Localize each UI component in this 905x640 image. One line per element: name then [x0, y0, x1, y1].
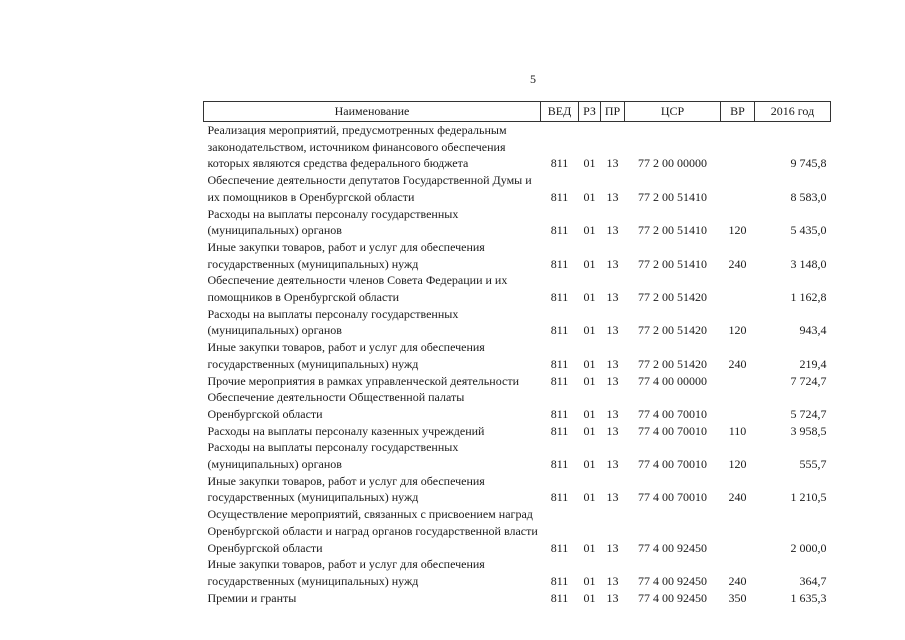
header-year: 2016 год: [755, 102, 831, 122]
cell-ved: 811: [550, 373, 569, 388]
cell-rz: 01: [583, 156, 596, 171]
budget-table: [203, 101, 831, 606]
table-row: [204, 239, 831, 272]
table-row: [204, 590, 831, 607]
cell-rz: 01: [583, 457, 596, 472]
cell-csr: 77 4 00 92450: [638, 573, 707, 588]
cell-ved: 811: [550, 457, 569, 472]
cell-name: Осуществление мероприятий, связанных с присвоением наград Оренбургской области и наград органов государственной власти Оренбургской области: [207, 507, 538, 555]
cell-pr: 13: [606, 373, 619, 388]
cell-rz: 01: [583, 356, 596, 371]
cell-rz: 01: [583, 323, 596, 338]
cell-name: Расходы на выплаты персоналу государственных (муниципальных) органов: [207, 206, 459, 238]
cell-name: Обеспечение деятельности членов Совета Федерации и их помощников в Оренбургской области: [207, 273, 508, 305]
cell-csr: 77 4 00 70010: [638, 457, 707, 472]
table-row: [204, 122, 831, 173]
cell-csr: 77 2 00 51420: [638, 356, 707, 371]
cell-amount: 2 000,0: [790, 540, 827, 555]
table-row: [204, 439, 831, 472]
table-row: [204, 473, 831, 506]
cell-ved: 811: [550, 590, 569, 605]
table-row: [204, 172, 831, 205]
page-number: 5: [530, 72, 536, 86]
cell-amount: 1 635,3: [790, 590, 827, 605]
cell-csr: 77 4 00 70010: [638, 406, 707, 421]
cell-rz: 01: [583, 223, 596, 238]
cell-vr: 240: [728, 573, 747, 588]
cell-rz: 01: [583, 256, 596, 271]
cell-pr: 13: [606, 457, 619, 472]
cell-ved: 811: [550, 323, 569, 338]
header-vr: ВР: [721, 102, 755, 122]
table-row: [204, 556, 831, 589]
cell-ved: 811: [550, 256, 569, 271]
cell-amount: 8 583,0: [790, 189, 827, 204]
cell-pr: 13: [606, 590, 619, 605]
cell-rz: 01: [583, 189, 596, 204]
cell-amount: 9 745,8: [790, 156, 827, 171]
cell-csr: 77 4 00 92450: [638, 590, 707, 605]
cell-pr: 13: [606, 156, 619, 171]
cell-ved: 811: [550, 490, 569, 505]
header-ved: ВЕД: [541, 102, 579, 122]
cell-rz: 01: [583, 406, 596, 421]
cell-pr: 13: [606, 323, 619, 338]
cell-csr: 77 2 00 51410: [638, 189, 707, 204]
header-rz: РЗ: [579, 102, 601, 122]
cell-rz: 01: [583, 490, 596, 505]
cell-ved: 811: [550, 406, 569, 421]
cell-amount: 5 724,7: [790, 406, 827, 421]
cell-pr: 13: [606, 490, 619, 505]
header-csr: ЦСР: [625, 102, 721, 122]
cell-ved: 811: [550, 156, 569, 171]
cell-vr: 240: [728, 256, 747, 271]
cell-vr: 350: [728, 590, 747, 605]
cell-vr: [721, 506, 755, 556]
header-pr: ПР: [601, 102, 625, 122]
cell-pr: 13: [606, 290, 619, 305]
cell-vr: [721, 272, 755, 305]
cell-amount: 7 724,7: [790, 373, 827, 388]
cell-vr: 240: [728, 490, 747, 505]
table-header-row: [204, 102, 831, 122]
cell-vr: 120: [728, 223, 747, 238]
table-row: [204, 373, 831, 390]
table-row: [204, 506, 831, 556]
cell-vr: [721, 373, 755, 390]
table-row: [204, 423, 831, 440]
cell-rz: 01: [583, 540, 596, 555]
table-row: [204, 272, 831, 305]
cell-name: Иные закупки товаров, работ и услуг для обеспечения государственных (муниципальных) нужд: [207, 239, 485, 271]
header-name: Наименование: [204, 102, 541, 122]
cell-name: Реализация мероприятий, предусмотренных федеральным законодательством, источником финансового обеспечения которых являются средства федерального бюджета: [207, 123, 507, 171]
cell-csr: 77 2 00 51420: [638, 323, 707, 338]
table-row: [204, 306, 831, 339]
cell-name: Расходы на выплаты персоналу казенных учреждений: [207, 423, 485, 438]
cell-csr: 77 2 00 51410: [638, 223, 707, 238]
cell-amount: 1 210,5: [790, 490, 827, 505]
cell-pr: 13: [606, 423, 619, 438]
cell-csr: 77 4 00 70010: [638, 490, 707, 505]
cell-ved: 811: [550, 356, 569, 371]
cell-vr: 120: [728, 323, 747, 338]
cell-pr: 13: [606, 406, 619, 421]
cell-csr: 77 4 00 70010: [638, 423, 707, 438]
cell-vr: [721, 172, 755, 205]
cell-amount: 5 435,0: [790, 223, 827, 238]
table-row: [204, 206, 831, 239]
cell-rz: 01: [583, 590, 596, 605]
cell-amount: 3 148,0: [790, 256, 827, 271]
table-row: [204, 339, 831, 372]
cell-csr: 77 2 00 51420: [638, 290, 707, 305]
cell-name: Прочие мероприятия в рамках управленческой деятельности: [207, 373, 519, 388]
cell-pr: 13: [606, 540, 619, 555]
cell-name: Обеспечение деятельности Общественной палаты Оренбургской области: [207, 390, 465, 421]
cell-name: Премии и гранты: [207, 590, 297, 605]
cell-csr: 77 2 00 51410: [638, 256, 707, 271]
cell-pr: 13: [606, 223, 619, 238]
cell-name: Расходы на выплаты персоналу государственных (муниципальных) органов: [207, 306, 459, 338]
cell-ved: 811: [550, 290, 569, 305]
cell-amount: 943,4: [799, 323, 827, 338]
cell-ved: 811: [550, 189, 569, 204]
cell-vr: 120: [728, 457, 747, 472]
cell-csr: 77 2 00 00000: [638, 156, 707, 171]
cell-ved: 811: [550, 423, 569, 438]
cell-name: Расходы на выплаты персоналу государственных (муниципальных) органов: [207, 440, 459, 472]
cell-amount: 3 958,5: [790, 423, 827, 438]
cell-amount: 364,7: [799, 573, 827, 588]
cell-csr: 77 4 00 92450: [638, 540, 707, 555]
cell-rz: 01: [583, 373, 596, 388]
cell-pr: 13: [606, 356, 619, 371]
cell-ved: 811: [550, 223, 569, 238]
cell-name: Обеспечение деятельности депутатов Государственной Думы и их помощников в Оренбургской области: [207, 173, 532, 204]
cell-pr: 13: [606, 189, 619, 204]
cell-vr: [721, 389, 755, 422]
cell-vr: [721, 122, 755, 173]
cell-ved: 811: [550, 573, 569, 588]
cell-name: Иные закупки товаров, работ и услуг для обеспечения государственных (муниципальных) нужд: [207, 340, 485, 371]
cell-rz: 01: [583, 290, 596, 305]
cell-csr: 77 4 00 00000: [638, 373, 707, 388]
cell-rz: 01: [583, 573, 596, 588]
cell-vr: 240: [728, 356, 747, 371]
cell-pr: 13: [606, 256, 619, 271]
table-row: [204, 389, 831, 422]
cell-pr: 13: [606, 573, 619, 588]
cell-rz: 01: [583, 423, 596, 438]
cell-name: Иные закупки товаров, работ и услуг для обеспечения государственных (муниципальных) нужд: [207, 557, 485, 588]
cell-amount: 1 162,8: [790, 290, 827, 305]
cell-amount: 219,4: [799, 356, 827, 371]
cell-vr: 110: [728, 423, 747, 438]
cell-name: Иные закупки товаров, работ и услуг для обеспечения государственных (муниципальных) нужд: [207, 473, 485, 505]
cell-ved: 811: [550, 540, 569, 555]
cell-amount: 555,7: [799, 457, 827, 472]
